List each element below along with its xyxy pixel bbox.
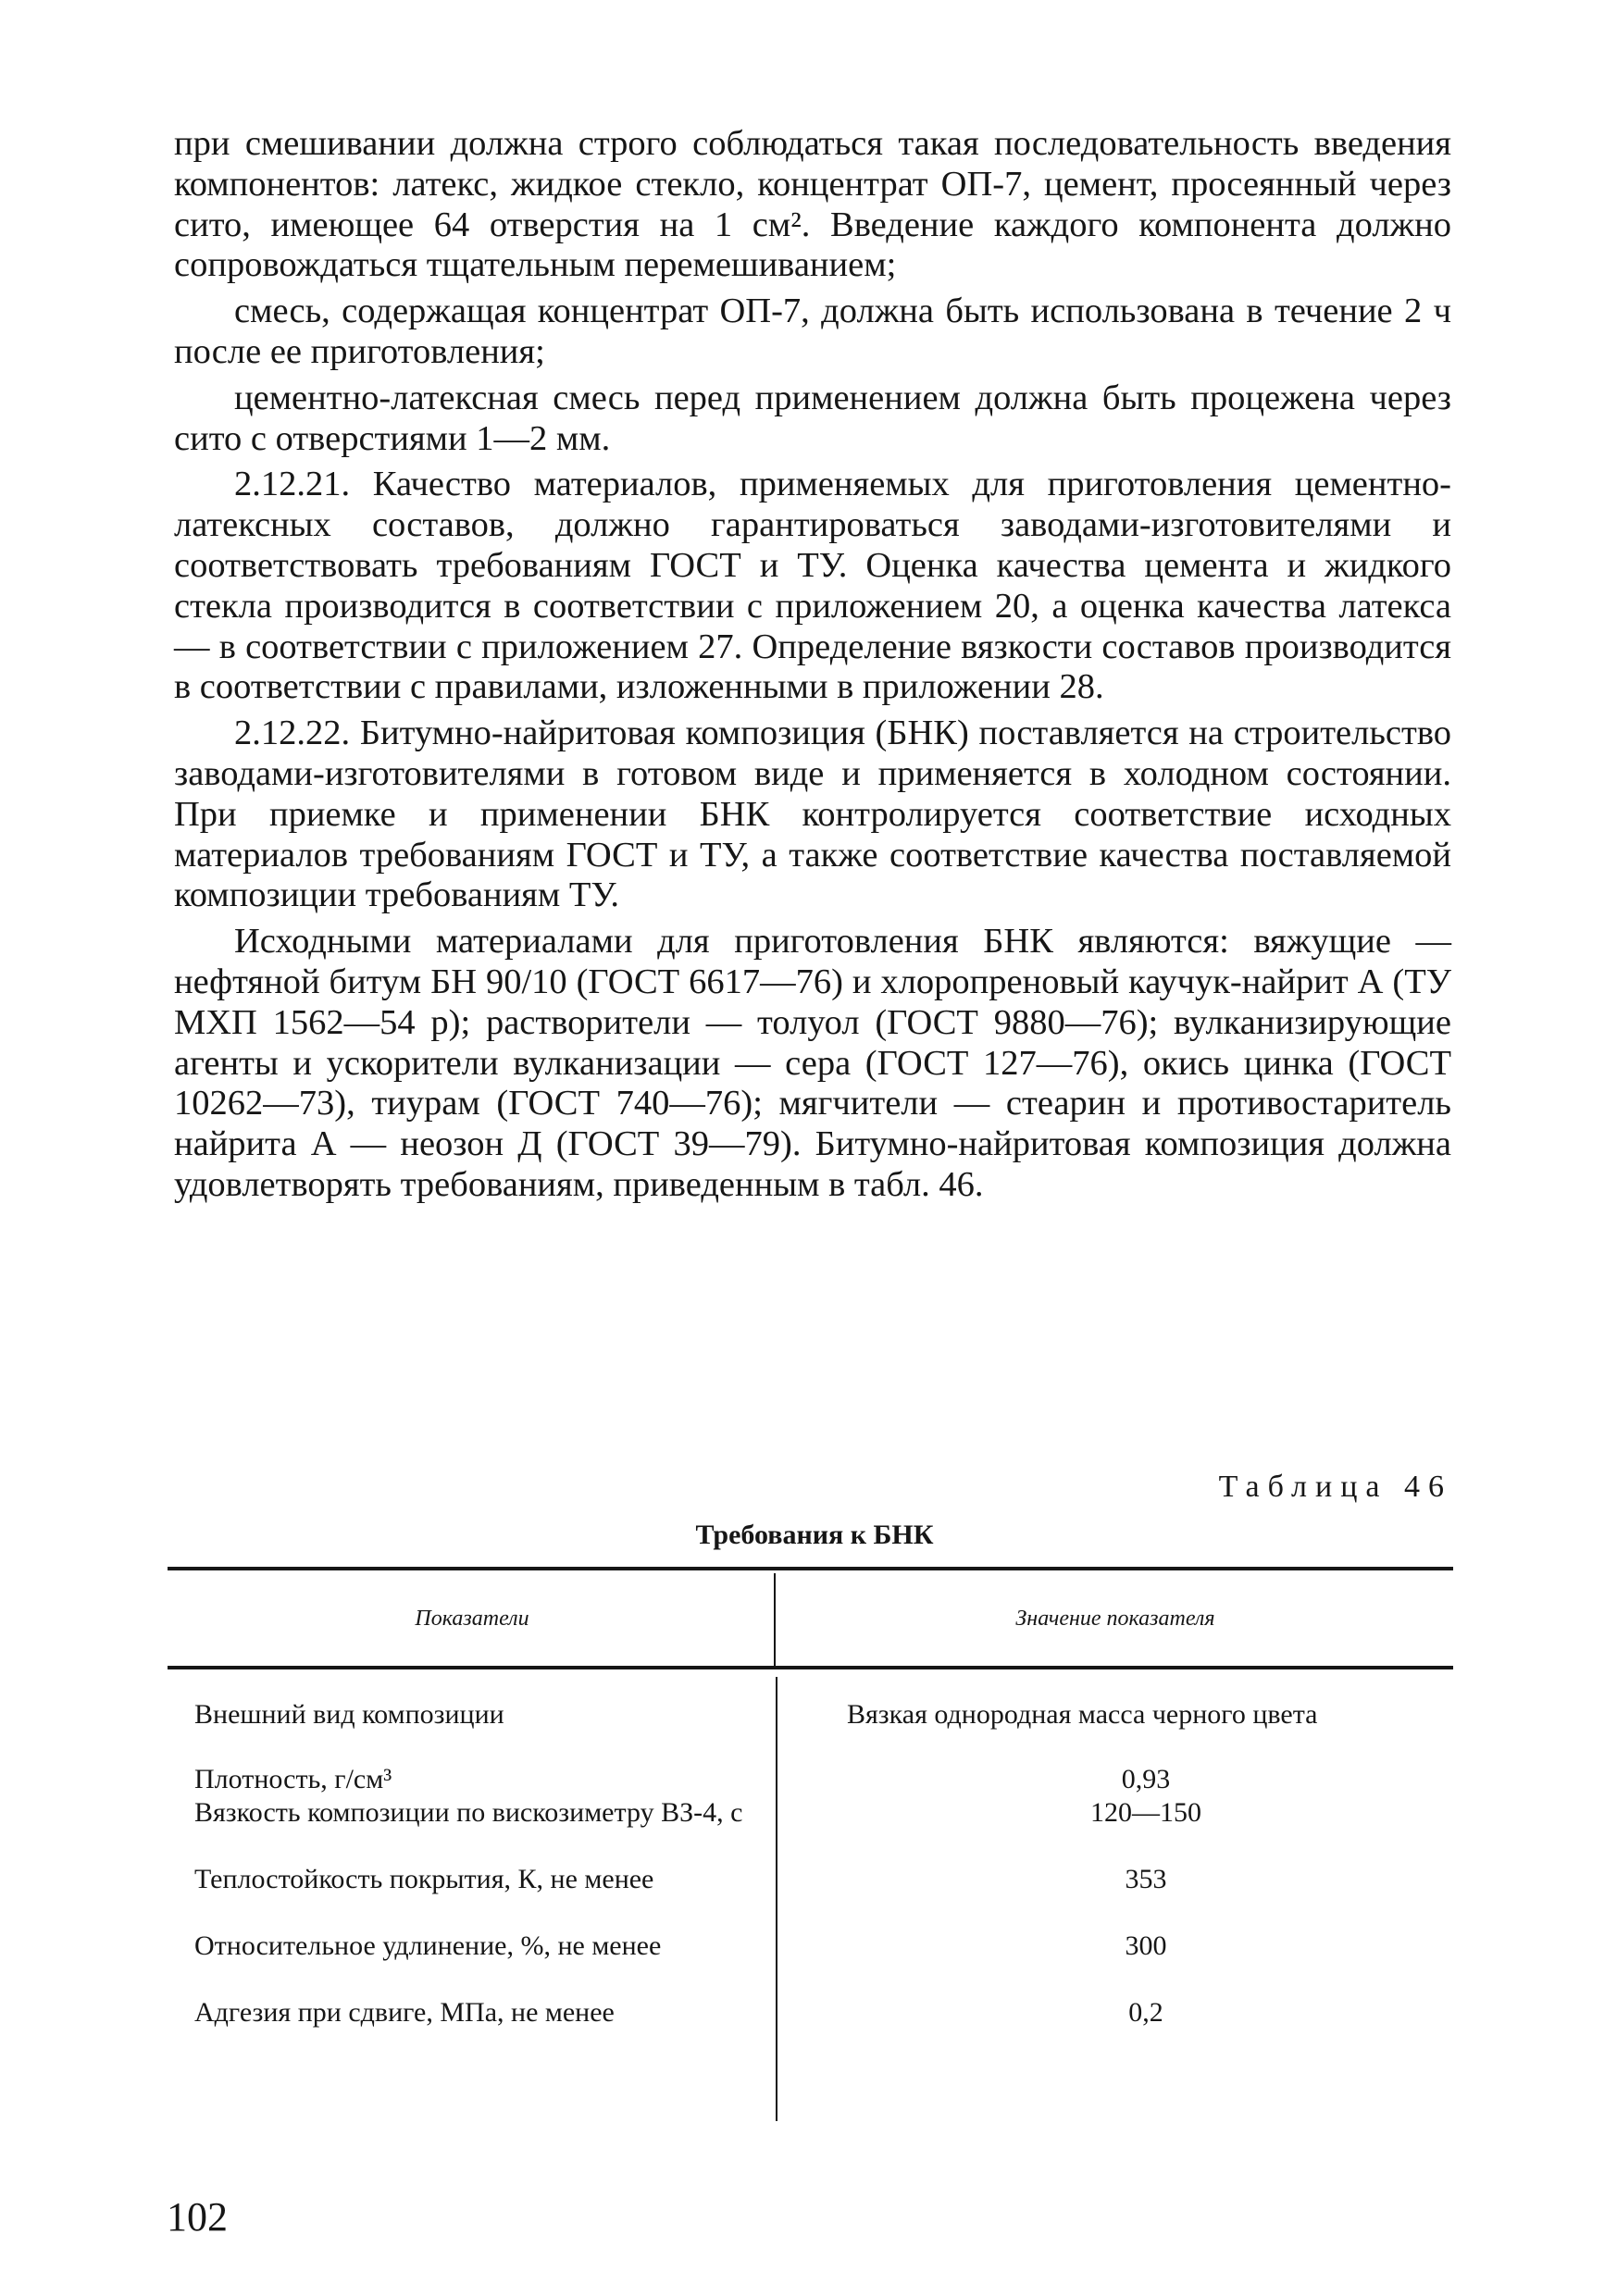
- cell-text: Относительное удлинение, %, не менее: [194, 1930, 662, 1961]
- cell-text: 120—150: [1090, 1797, 1201, 1828]
- body-text: [174, 124, 1451, 1211]
- cell-text: 300: [1125, 1930, 1167, 1961]
- table-cell-value: [847, 1930, 1445, 1962]
- table-cell-indicator: [193, 1997, 755, 2029]
- table-cell-indicator: [193, 1864, 755, 1895]
- cell-text: 0,2: [1128, 1997, 1163, 2028]
- cell-text: Адгезия при сдвиге, МПа, не менее: [194, 1997, 615, 2028]
- cell-text: Плотность, г/см³: [194, 1764, 392, 1794]
- table-body-divider: [776, 1677, 777, 2121]
- table-header-rule: [168, 1666, 1453, 1669]
- paragraph: при смешивании должна строго соблюдаться такая последовательность введения компонентов: латекс, жидкое стекло, концентрат ОП-7, цемент, просеянный через сито, имеющее 64 отверстия на 1 см². Введение каждого компонента должно сопровождаться тщательным перемешиванием;: [174, 124, 1451, 285]
- table-title: Требования к БНК: [695, 1520, 934, 1550]
- paragraph: смесь, содержащая концентрат ОП-7, должна быть использована в течение 2 ч после ее приготовления;: [174, 292, 1451, 371]
- cell-text: 0,93: [1121, 1764, 1171, 1794]
- table-top-rule: [168, 1567, 1453, 1570]
- cell-text: 353: [1125, 1864, 1167, 1894]
- table-label: Таблица 46: [1218, 1470, 1452, 1504]
- table-cell-indicator: [193, 1699, 755, 1731]
- table-cell-value: [847, 1797, 1445, 1829]
- table-cell-indicator: [193, 1797, 755, 1829]
- table-cell-value: [847, 1764, 1445, 1795]
- table-cell-value: [847, 1864, 1445, 1895]
- table-header-divider: [774, 1573, 776, 1669]
- cell-text: Вязкая однородная масса черного цвета: [847, 1699, 1318, 1730]
- paragraph: Исходными материалами для приготовления БНК являются: вяжущие — нефтяной битум БН 90/10 (ГОСТ 6617—76) и хлоропреновый каучук-найрит А (ТУ МХП 1562—54 р); растворители — толуол (ГОСТ 9880—76); вулканизирующие агенты и ускорители вулканизации — сера (ГОСТ 127—76), окись цинка (ГОСТ 10262—73), тиурам (ГОСТ 740—76); мягчители — стеарин и противостаритель найрита А — неозон Д (ГОСТ 39—79). Битумно-найритовая композиция должна удовлетворять требованиям, приведенным в табл. 46.: [174, 922, 1451, 1204]
- table-cell-indicator: [193, 1764, 755, 1795]
- paragraph: 2.12.21. Качество материалов, применяемых для приготовления цементно-латексных составов, должно гарантироваться заводами-изготовителями и соответствовать требованиям ГОСТ и ТУ. Оценка качества цемента и жидкого стекла производится в соответствии с приложением 20, а оценка качества латекса — в соответствии с приложением 27. Определение вязкости составов производится в соответствии с правилами, изложенными в приложении 28.: [174, 465, 1451, 707]
- table-cell-value: [847, 1699, 1445, 1731]
- table-cell-indicator: [193, 1930, 755, 1962]
- cell-text: Теплостойкость покрытия, К, не менее: [194, 1864, 654, 1894]
- paragraph: цементно-латексная смесь перед применением должна быть процежена через сито с отверстиями 1—2 мм.: [174, 378, 1451, 458]
- page-number: 102: [167, 2194, 228, 2240]
- table-header-indicator: Показатели: [415, 1607, 529, 1631]
- cell-text: Внешний вид композиции: [194, 1699, 504, 1730]
- table-cell-value: [847, 1997, 1445, 2029]
- table-header-value: Значение показателя: [1015, 1607, 1215, 1631]
- cell-text: Вязкость композиции по вискозиметру ВЗ-4, с: [194, 1797, 743, 1828]
- paragraph: 2.12.22. Битумно-найритовая композиция (БНК) поставляется на строительство заводами-изготовителями в готовом виде и применяется в холодном состоянии. При приемке и применении БНК контролируется соответствие исходных материалов требованиям ГОСТ и ТУ, а также соответствие качества поставляемой композиции требованиям ТУ.: [174, 714, 1451, 915]
